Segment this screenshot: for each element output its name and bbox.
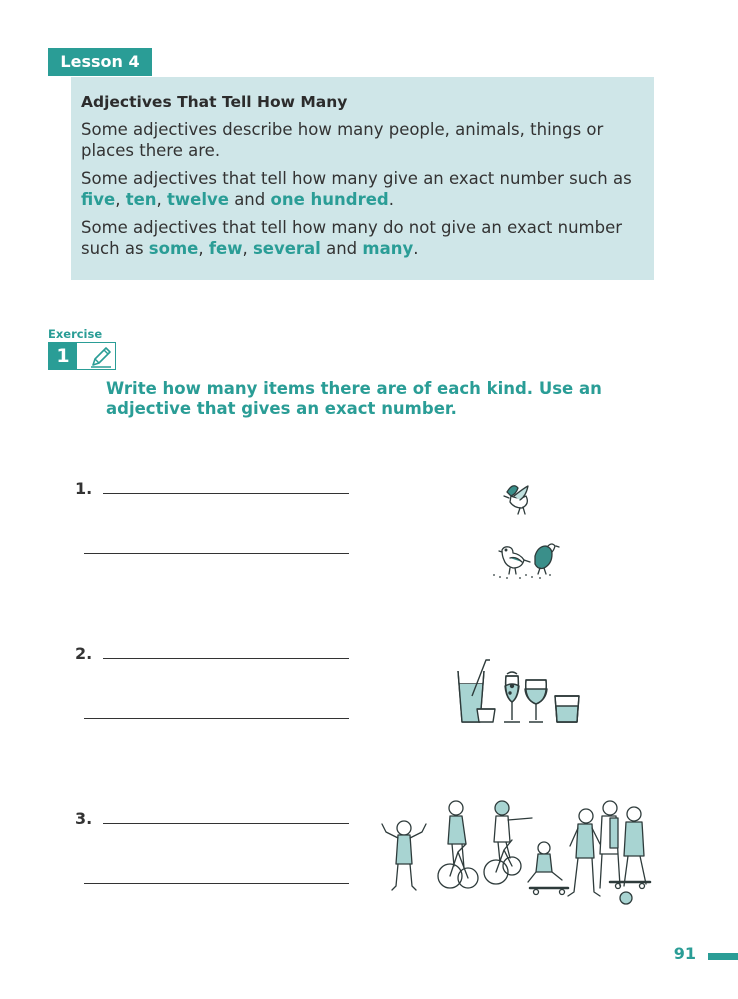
footer-accent-bar	[708, 953, 738, 960]
glasses-illustration	[450, 656, 590, 728]
info-box	[71, 77, 654, 280]
lesson-tag: Lesson 4	[48, 48, 152, 76]
answer-line-2a[interactable]	[103, 658, 349, 659]
example-word: many	[362, 239, 414, 258]
pencil-icon	[89, 345, 113, 369]
example-word: few	[208, 239, 243, 258]
separator: ,	[115, 190, 126, 209]
children-illustration	[372, 796, 656, 908]
question-number-1: 1.	[75, 479, 93, 498]
separator: ,	[242, 239, 253, 258]
answer-line-1a[interactable]	[103, 493, 349, 494]
example-word: ten	[125, 190, 157, 209]
question-number-3: 3.	[75, 809, 93, 828]
exercise-instruction: Write how many items there are of each kind. Use an adjective that gives an exact number.	[106, 379, 602, 418]
birds-illustration	[480, 474, 570, 584]
example-word: twelve	[167, 190, 229, 209]
exercise-label: Exercise	[48, 327, 103, 341]
example-word: several	[252, 239, 321, 258]
info-paragraph-1: Some adjectives describe how many people, animals, things or places there are.	[81, 120, 604, 160]
answer-line-1b[interactable]	[84, 553, 349, 554]
exercise-badge	[48, 342, 116, 370]
example-word: five	[81, 190, 116, 209]
answer-line-3a[interactable]	[103, 823, 349, 824]
period: .	[413, 239, 419, 258]
example-word: some	[148, 239, 199, 258]
info-paragraph-2	[81, 168, 644, 210]
p3-text: Some adjectives that tell how many do not give an exact number such as	[81, 218, 623, 258]
example-word: one hundred	[270, 190, 389, 209]
answer-line-2b[interactable]	[84, 718, 349, 719]
answer-line-3b[interactable]	[84, 883, 349, 884]
period: .	[388, 190, 394, 209]
separator: ,	[156, 190, 168, 209]
question-number-2: 2.	[75, 644, 93, 663]
separator: and	[228, 190, 271, 209]
info-heading: Adjectives That Tell How Many	[81, 93, 348, 111]
page-number: 91	[673, 944, 696, 963]
p2-text: Some adjectives that tell how many give an exact number such as	[81, 169, 632, 188]
info-paragraph-3	[81, 217, 644, 259]
separator: and	[320, 239, 363, 258]
exercise-number: 1	[49, 343, 77, 369]
separator: ,	[198, 239, 209, 258]
